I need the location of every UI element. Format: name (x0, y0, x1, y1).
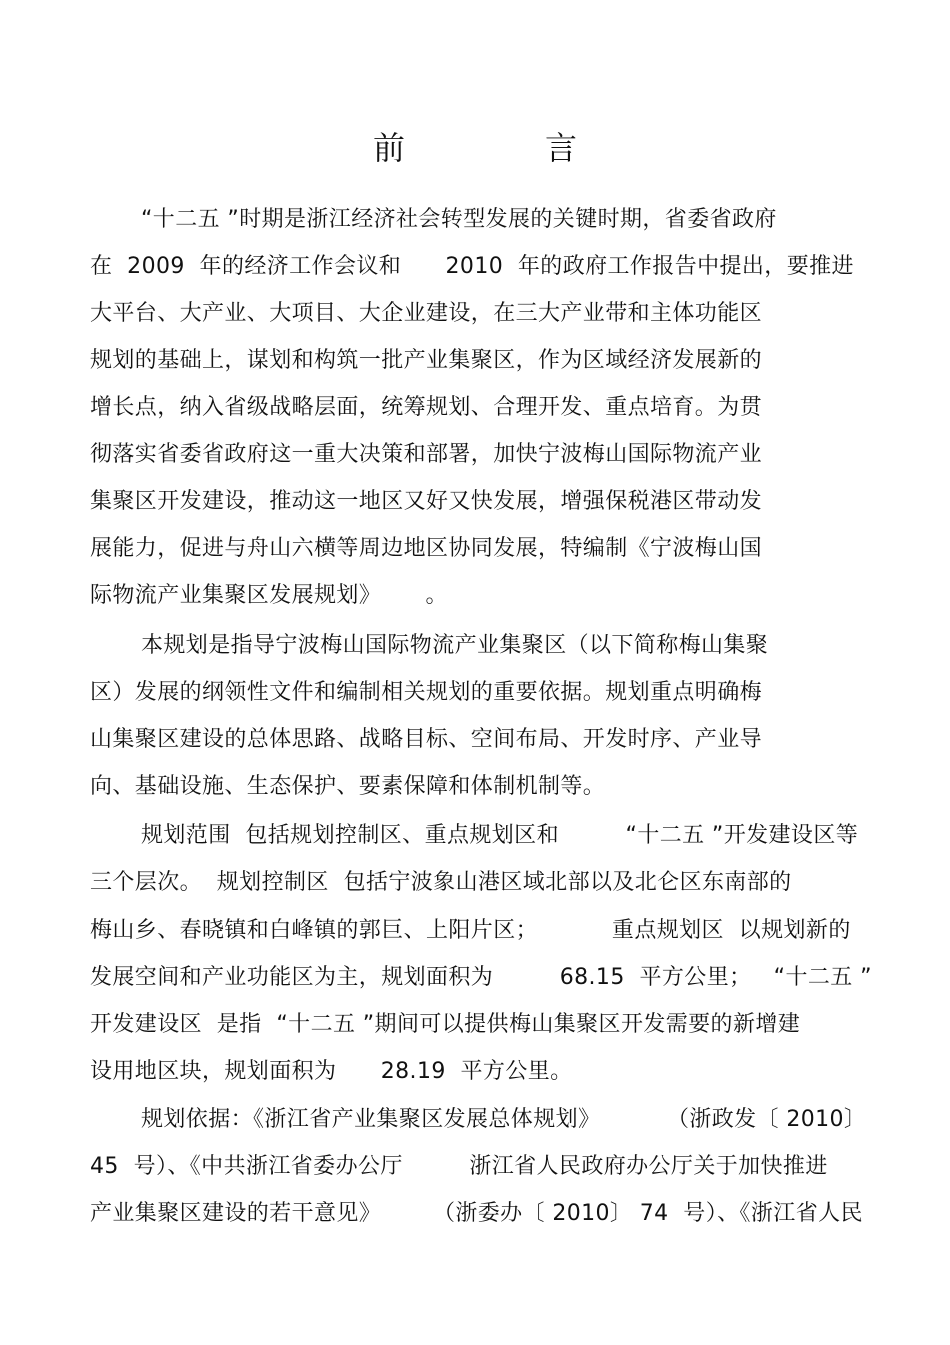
paragraph-line: 区）发展的纲领性文件和编制相关规划的重要依据。规划重点明确梅 (90, 680, 763, 705)
paragraph-line: 规划依据：《浙江省产业集聚区发展总体规划》 （浙政发〔 2010〕 (141, 1107, 867, 1132)
paragraph-line: 集聚区开发建设，推动这一地区又好又快发展，增强保税港区带动发 (90, 489, 763, 514)
paragraph-line: 设用地区块，规划面积为 28.19 平方公里。 (90, 1059, 573, 1084)
paragraph-line: 向、基础设施、生态保护、要素保障和体制机制等。 (90, 774, 606, 799)
paragraph-line: 开发建设区 是指 “十二五 ”期间可以提供梅山集聚区开发需要的新增建 (90, 1012, 801, 1037)
paragraph-line: 展能力，促进与舟山六横等周边地区协同发展，特编制《宁波梅山国 (90, 536, 763, 561)
paragraph-line: 规划范围 包括规划控制区、重点规划区和 “十二五 ”开发建设区等 (141, 823, 859, 848)
paragraph-line: 彻落实省委省政府这一重大决策和部署，加快宁波梅山国际物流产业 (90, 442, 763, 467)
paragraph-line: 在 2009 年的经济工作会议和 2010 年的政府工作报告中提出，要推进 (90, 254, 854, 279)
paragraph-line: 三个层次。 规划控制区 包括宁波象山港区域北部以及北仑区东南部的 (90, 870, 792, 895)
paragraph-line: 发展空间和产业功能区为主，规划面积为 68.15 平方公里； “十二五 ” (90, 965, 872, 990)
paragraph-line: 际物流产业集聚区发展规划》 。 (90, 583, 448, 608)
paragraph-line: 规划的基础上，谋划和构筑一批产业集聚区，作为区域经济发展新的 (90, 348, 763, 373)
page-title: 前 言 (372, 129, 631, 167)
paragraph-line: 增长点，纳入省级战略层面，统筹规划、合理开发、重点培育。为贯 (90, 395, 763, 420)
paragraph-line: 45 号）、《中共浙江省委办公厅 浙江省人民政府办公厅关于加快推进 (90, 1154, 828, 1179)
paragraph-line: 梅山乡、春晓镇和白峰镇的郭巨、上阳片区； 重点规划区 以规划新的 (90, 918, 851, 943)
paragraph-line: 产业集聚区建设的若干意见》 （浙委办〔 2010〕 74 号）、《浙江省人民 (90, 1201, 863, 1226)
paragraph-line: 山集聚区建设的总体思路、战略目标、空间布局、开发时序、产业导 (90, 727, 763, 752)
paragraph-line: 大平台、大产业、大项目、大企业建设，在三大产业带和主体功能区 (90, 301, 763, 326)
paragraph-line: “十二五 ”时期是浙江经济社会转型发展的关键时期，省委省政府 (141, 207, 777, 232)
paragraph-line: 本规划是指导宁波梅山国际物流产业集聚区（以下简称梅山集聚 (141, 633, 769, 658)
